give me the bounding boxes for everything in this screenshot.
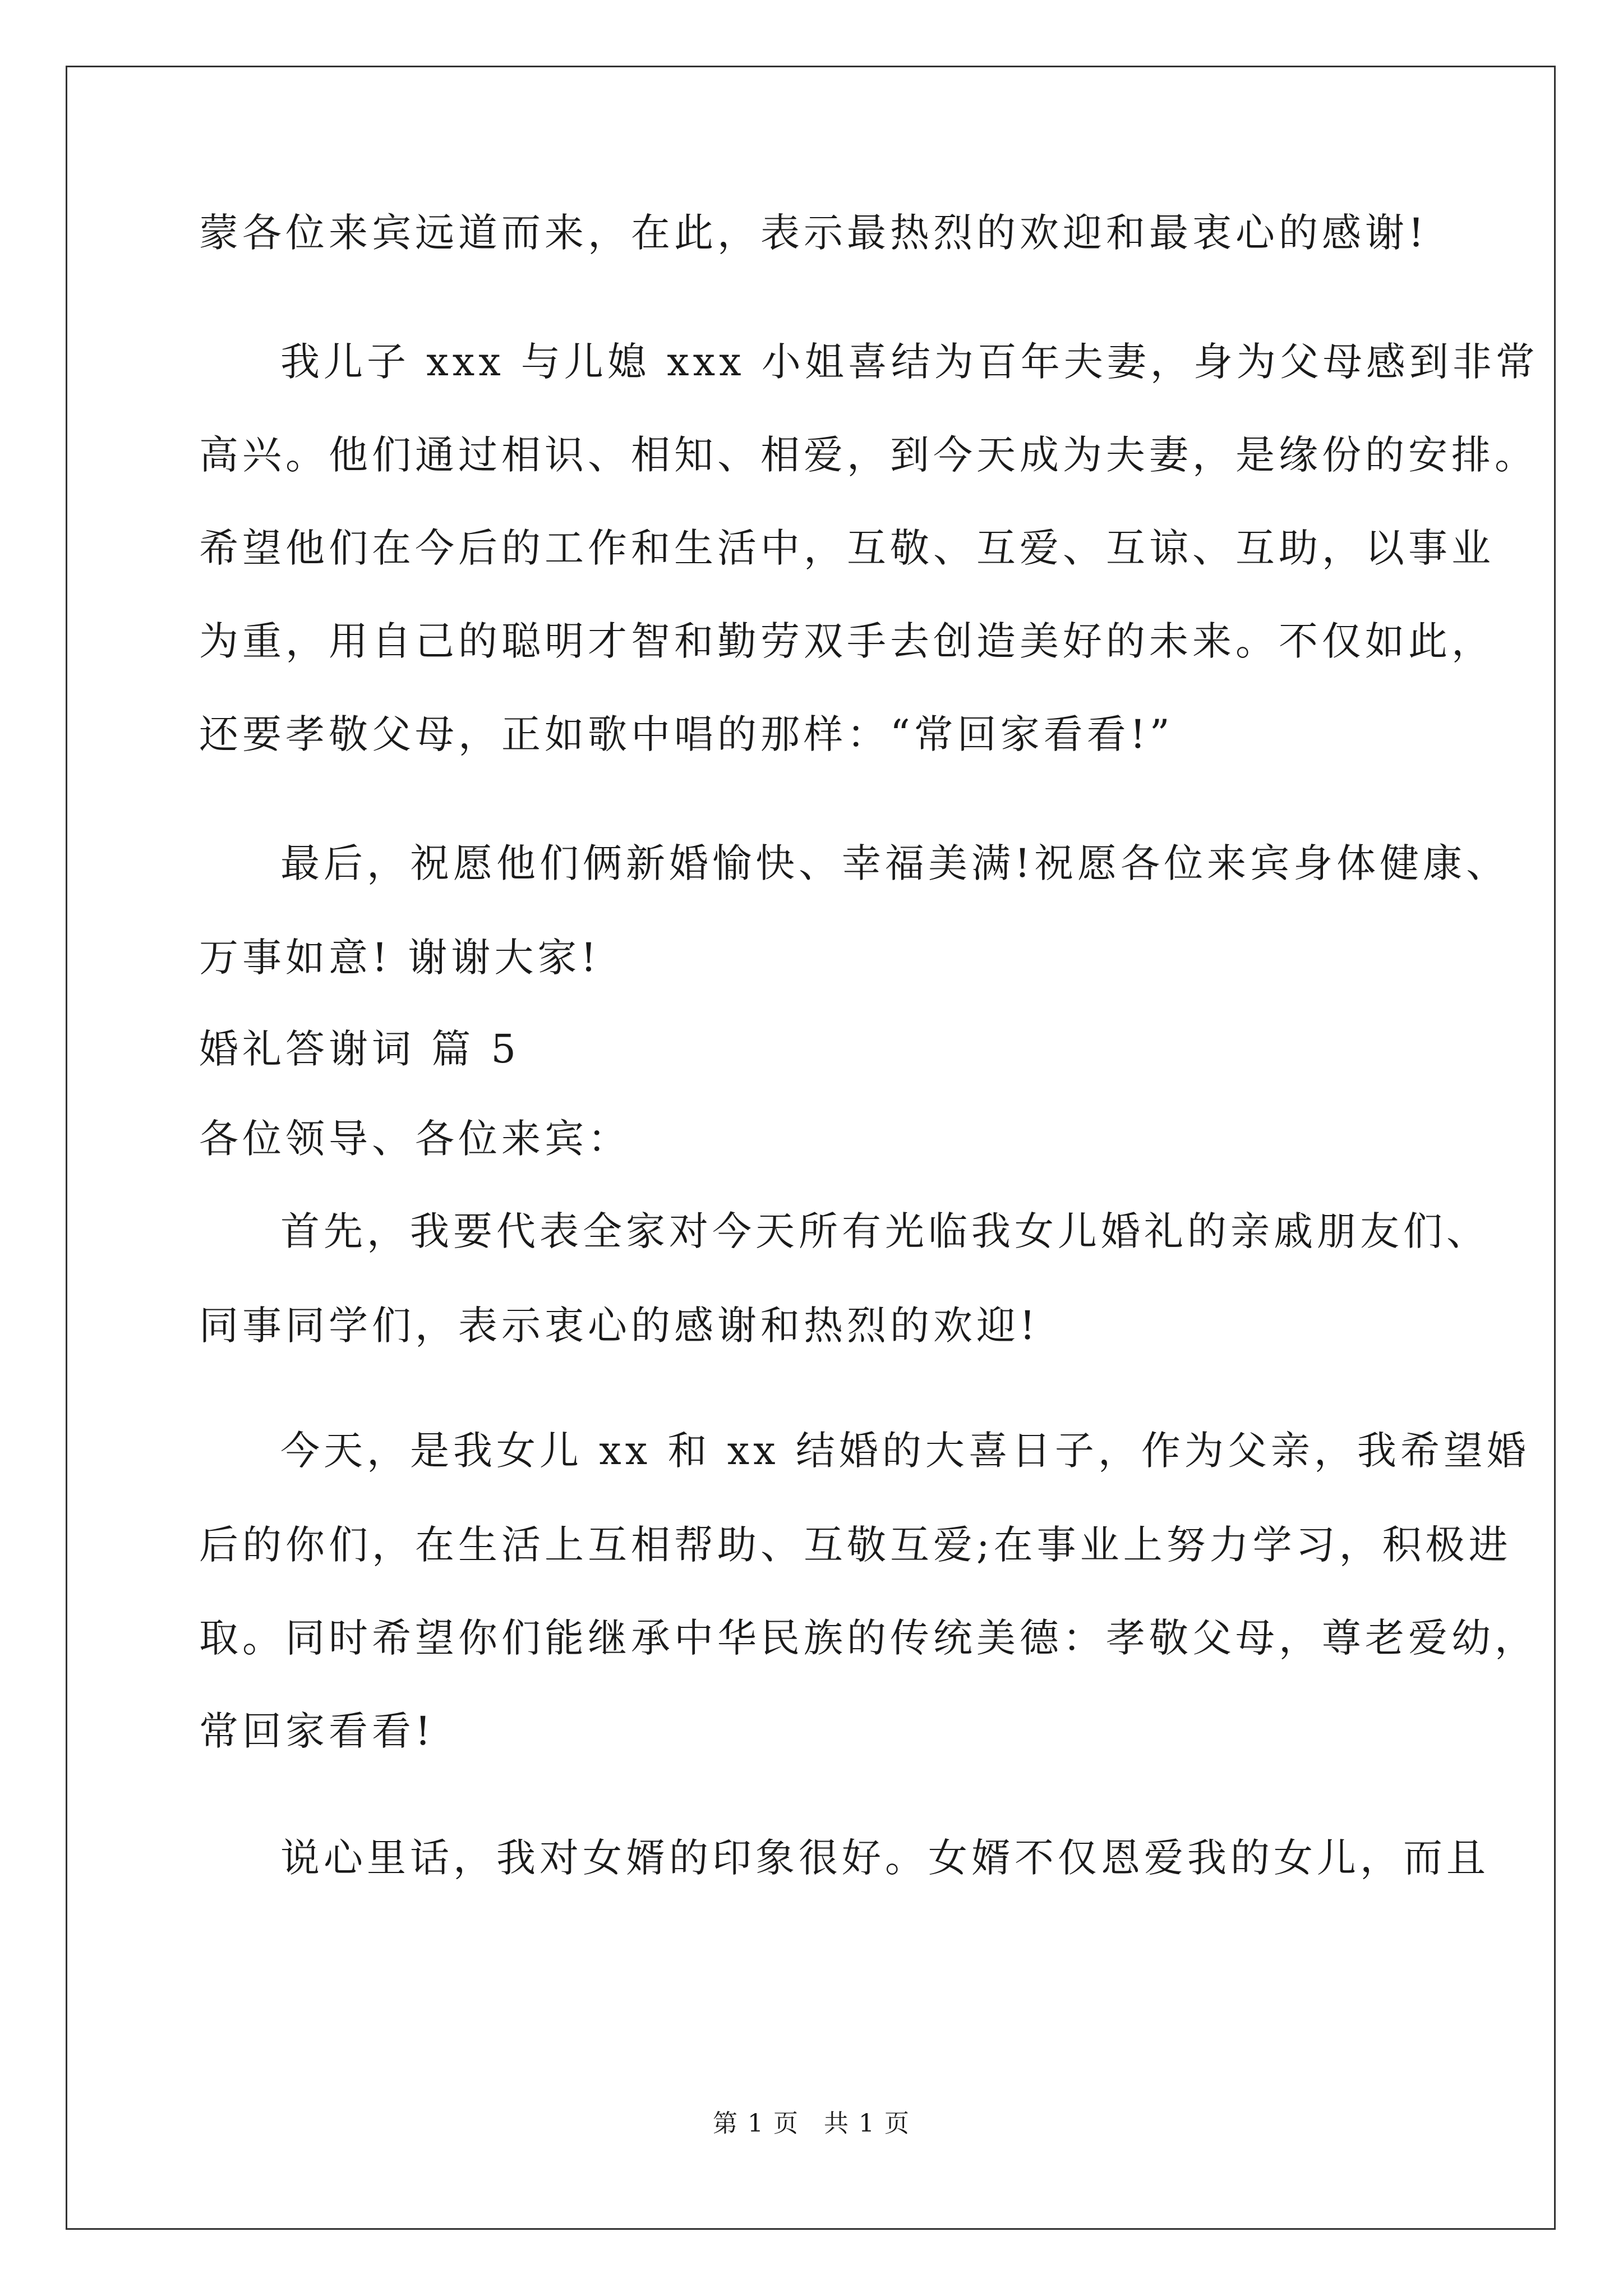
paragraph-first-line: 最后，祝愿他们俩新婚愉快、幸福美满!祝愿各位来宾身体健康、: [280, 840, 1510, 886]
paragraph-first-line: 说心里话，我对女婿的印象很好。女婿不仅恩爱我的女儿，而且: [280, 1835, 1490, 1881]
text-line: 希望他们在今后的工作和生活中，互敬、互爱、互谅、互助，以事业: [199, 525, 1495, 571]
section-heading: 婚礼答谢词 篇 5: [199, 1026, 520, 1072]
text-line: 万事如意! 谢谢大家!: [199, 935, 601, 981]
text-line: 蒙各位来宾远道而来，在此，表示最热烈的欢迎和最衷心的感谢!: [199, 210, 1428, 256]
paragraph-first-line: 首先，我要代表全家对今天所有光临我女儿婚礼的亲戚朋友们、: [280, 1208, 1490, 1254]
text-line: 还要孝敬父母，正如歌中唱的那样：“常回家看看!”: [199, 711, 1174, 757]
page-footer: [0, 2107, 1623, 2141]
page-total: 共 1 页: [824, 2109, 910, 2138]
salutation: 各位领导、各位来宾：: [199, 1116, 631, 1162]
text-line: 取。同时希望你们能继承中华民族的传统美德：孝敬父母，尊老爱幼，: [199, 1615, 1538, 1661]
text-line: 高兴。他们通过相识、相知、相爱，到今天成为夫妻，是缘份的安排。: [199, 432, 1538, 478]
text-line: 同事同学们，表示衷心的感谢和热烈的欢迎!: [199, 1303, 1040, 1349]
text-line: 后的你们，在生活上互相帮助、互敬互爱;在事业上努力学习，积极进: [199, 1522, 1512, 1568]
text-line: 常回家看看!: [199, 1708, 435, 1754]
paragraph-first-line: 我儿子 xxx 与儿媳 xxx 小姐喜结为百年夫妻，身为父母感到非常: [280, 339, 1539, 385]
page-number: 第 1 页: [713, 2109, 799, 2138]
paragraph-first-line: 今天，是我女儿 xx 和 xx 结婚的大喜日子，作为父亲，我希望婚: [280, 1428, 1530, 1474]
text-line: 为重，用自己的聪明才智和勤劳双手去创造美好的未来。不仅如此，: [199, 618, 1495, 664]
